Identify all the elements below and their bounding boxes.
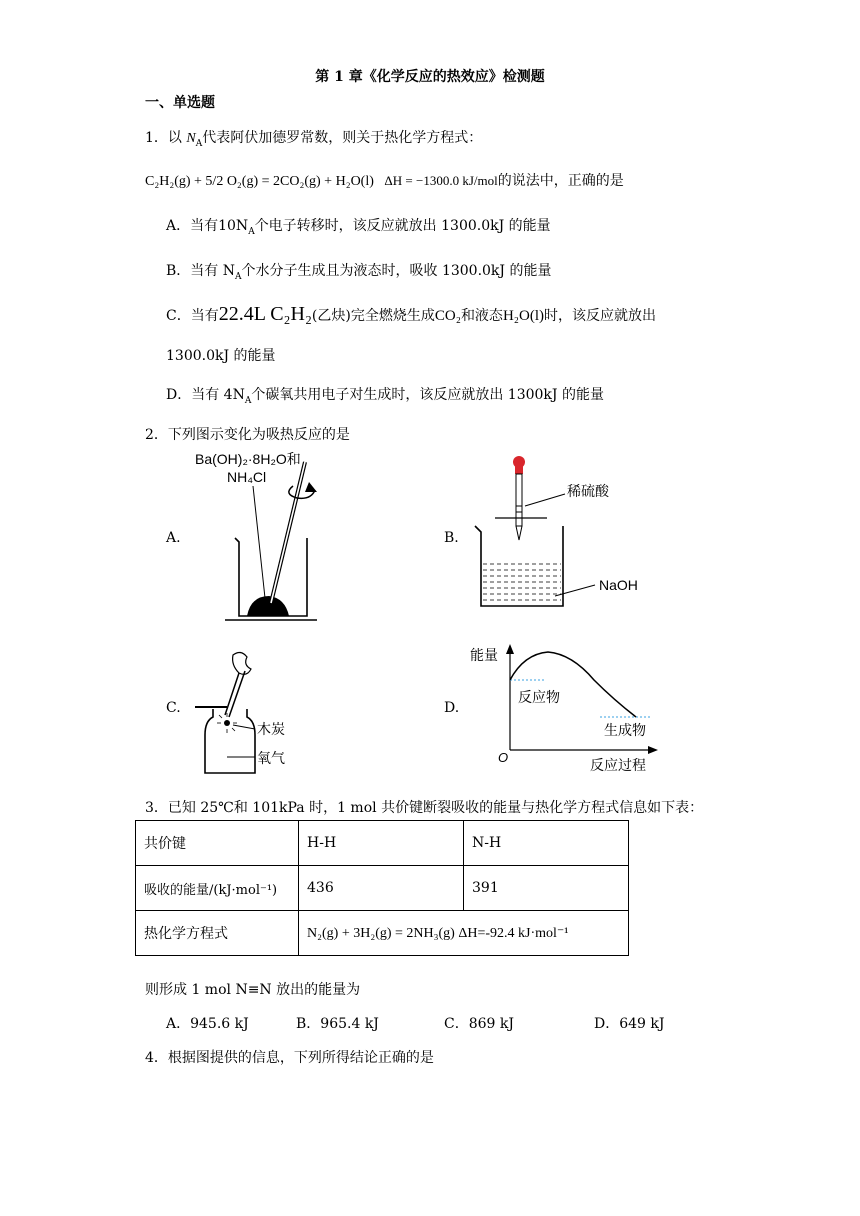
q3-option-a: A．945.6 kJ [166,1016,249,1032]
figure-b-acid-label: 稀硫酸 [567,483,609,499]
q1-option-d: D．当有 $4N_A$个碳氧共用电子对生成时，该反应就放出 1300kJ 的能量 [166,387,604,406]
section-heading: 一、单选题 [145,95,215,111]
q3-option-c: C．869 kJ [444,1016,514,1032]
figure-d-x-label: 反应过程 [590,757,646,773]
q1-equation-tail: 的说法中，正确的是 [497,174,624,189]
q1-stem: 1．以 $N_A$代表阿伏加德罗常数，则关于热化学方程式： [145,130,483,149]
figure-d-product-label: 生成物 [604,722,646,738]
figure-b-beaker-dropper [465,450,665,620]
q2-label-c: C. [166,700,181,716]
q2-stem: 2．下列图示变化为吸热反应的是 [145,427,350,443]
q1-equation-text: C₂H₂(g) + 5/2 O₂(g) = 2CO₂(g) + H₂O(l) [145,174,374,189]
table-cell: 391 [464,866,629,911]
q1-option-a: A．当有$10N_A$个电子转移时，该反应就放出 1300.0kJ 的能量 [166,218,551,237]
figure-d-origin-label: O [498,750,509,765]
figure-d-y-label: 能量 [470,647,498,663]
q2-label-b: B. [444,530,459,546]
figure-c-charcoal-oxygen [185,645,315,785]
table-cell: 共价键 [136,821,299,866]
q3-option-b: B．965.4 kJ [296,1016,379,1032]
figure-a-nh4cl-label: NH₄Cl [227,469,267,485]
page-title: 第 1 章《化学反应的热效应》检测题 [315,69,545,85]
q1-delta-h: ΔH = −1300.0 kJ/mol [384,173,498,188]
figure-c-charcoal-label: 木炭 [257,721,285,737]
figure-c-oxygen-label: 氧气 [257,750,285,766]
table-cell: N-H [464,821,629,866]
figure-b-base-label: NaOH [599,577,638,593]
table-cell: 436 [299,866,464,911]
q2-label-a: A. [166,530,181,546]
figure-d-reactant-label: 反应物 [518,689,560,705]
table-row [136,866,629,911]
table-cell-equation: N₂(g) + 3H₂(g) = 2NH₃(g) ΔH=-92.4 kJ·mol⁻¹ [299,911,629,956]
figure-a-beaker-stirring [185,448,345,628]
q2-label-d: D. [444,700,460,716]
table-row [136,911,629,956]
figure-d-energy-diagram [464,640,664,780]
table-cell: 热化学方程式 [136,911,299,956]
q3-after-text: 则形成 1 mol N≡N 放出的能量为 [145,982,361,998]
table-cell: 吸收的能量/(kJ·mol⁻¹) [136,866,299,911]
q3-bond-energy-table [135,820,629,956]
q4-stem: 4．根据图提供的信息，下列所得结论正确的是 [145,1050,434,1066]
q1-option-c-line2: 1300.0kJ 的能量 [166,348,276,364]
q1-equation [145,170,624,190]
q1-option-c: C．当有22.4L C₂H₂(乙炔)完全燃烧生成CO₂和液态H₂O(l)时，该反应就放出 [166,303,656,325]
figure-a-reagent-label: Ba(OH)₂·8H₂O和 [195,451,301,467]
q1-option-b: B．当有 $N_A$个水分子生成且为液态时，吸收 1300.0kJ 的能量 [166,263,552,282]
q3-option-d: D．649 kJ [594,1016,665,1032]
table-cell: H-H [299,821,464,866]
q3-stem: 3．已知 25℃和 101kPa 时，1 mol 共价键断裂吸收的能量与热化学方程式信息如下表： [145,800,704,816]
table-row [136,821,629,866]
